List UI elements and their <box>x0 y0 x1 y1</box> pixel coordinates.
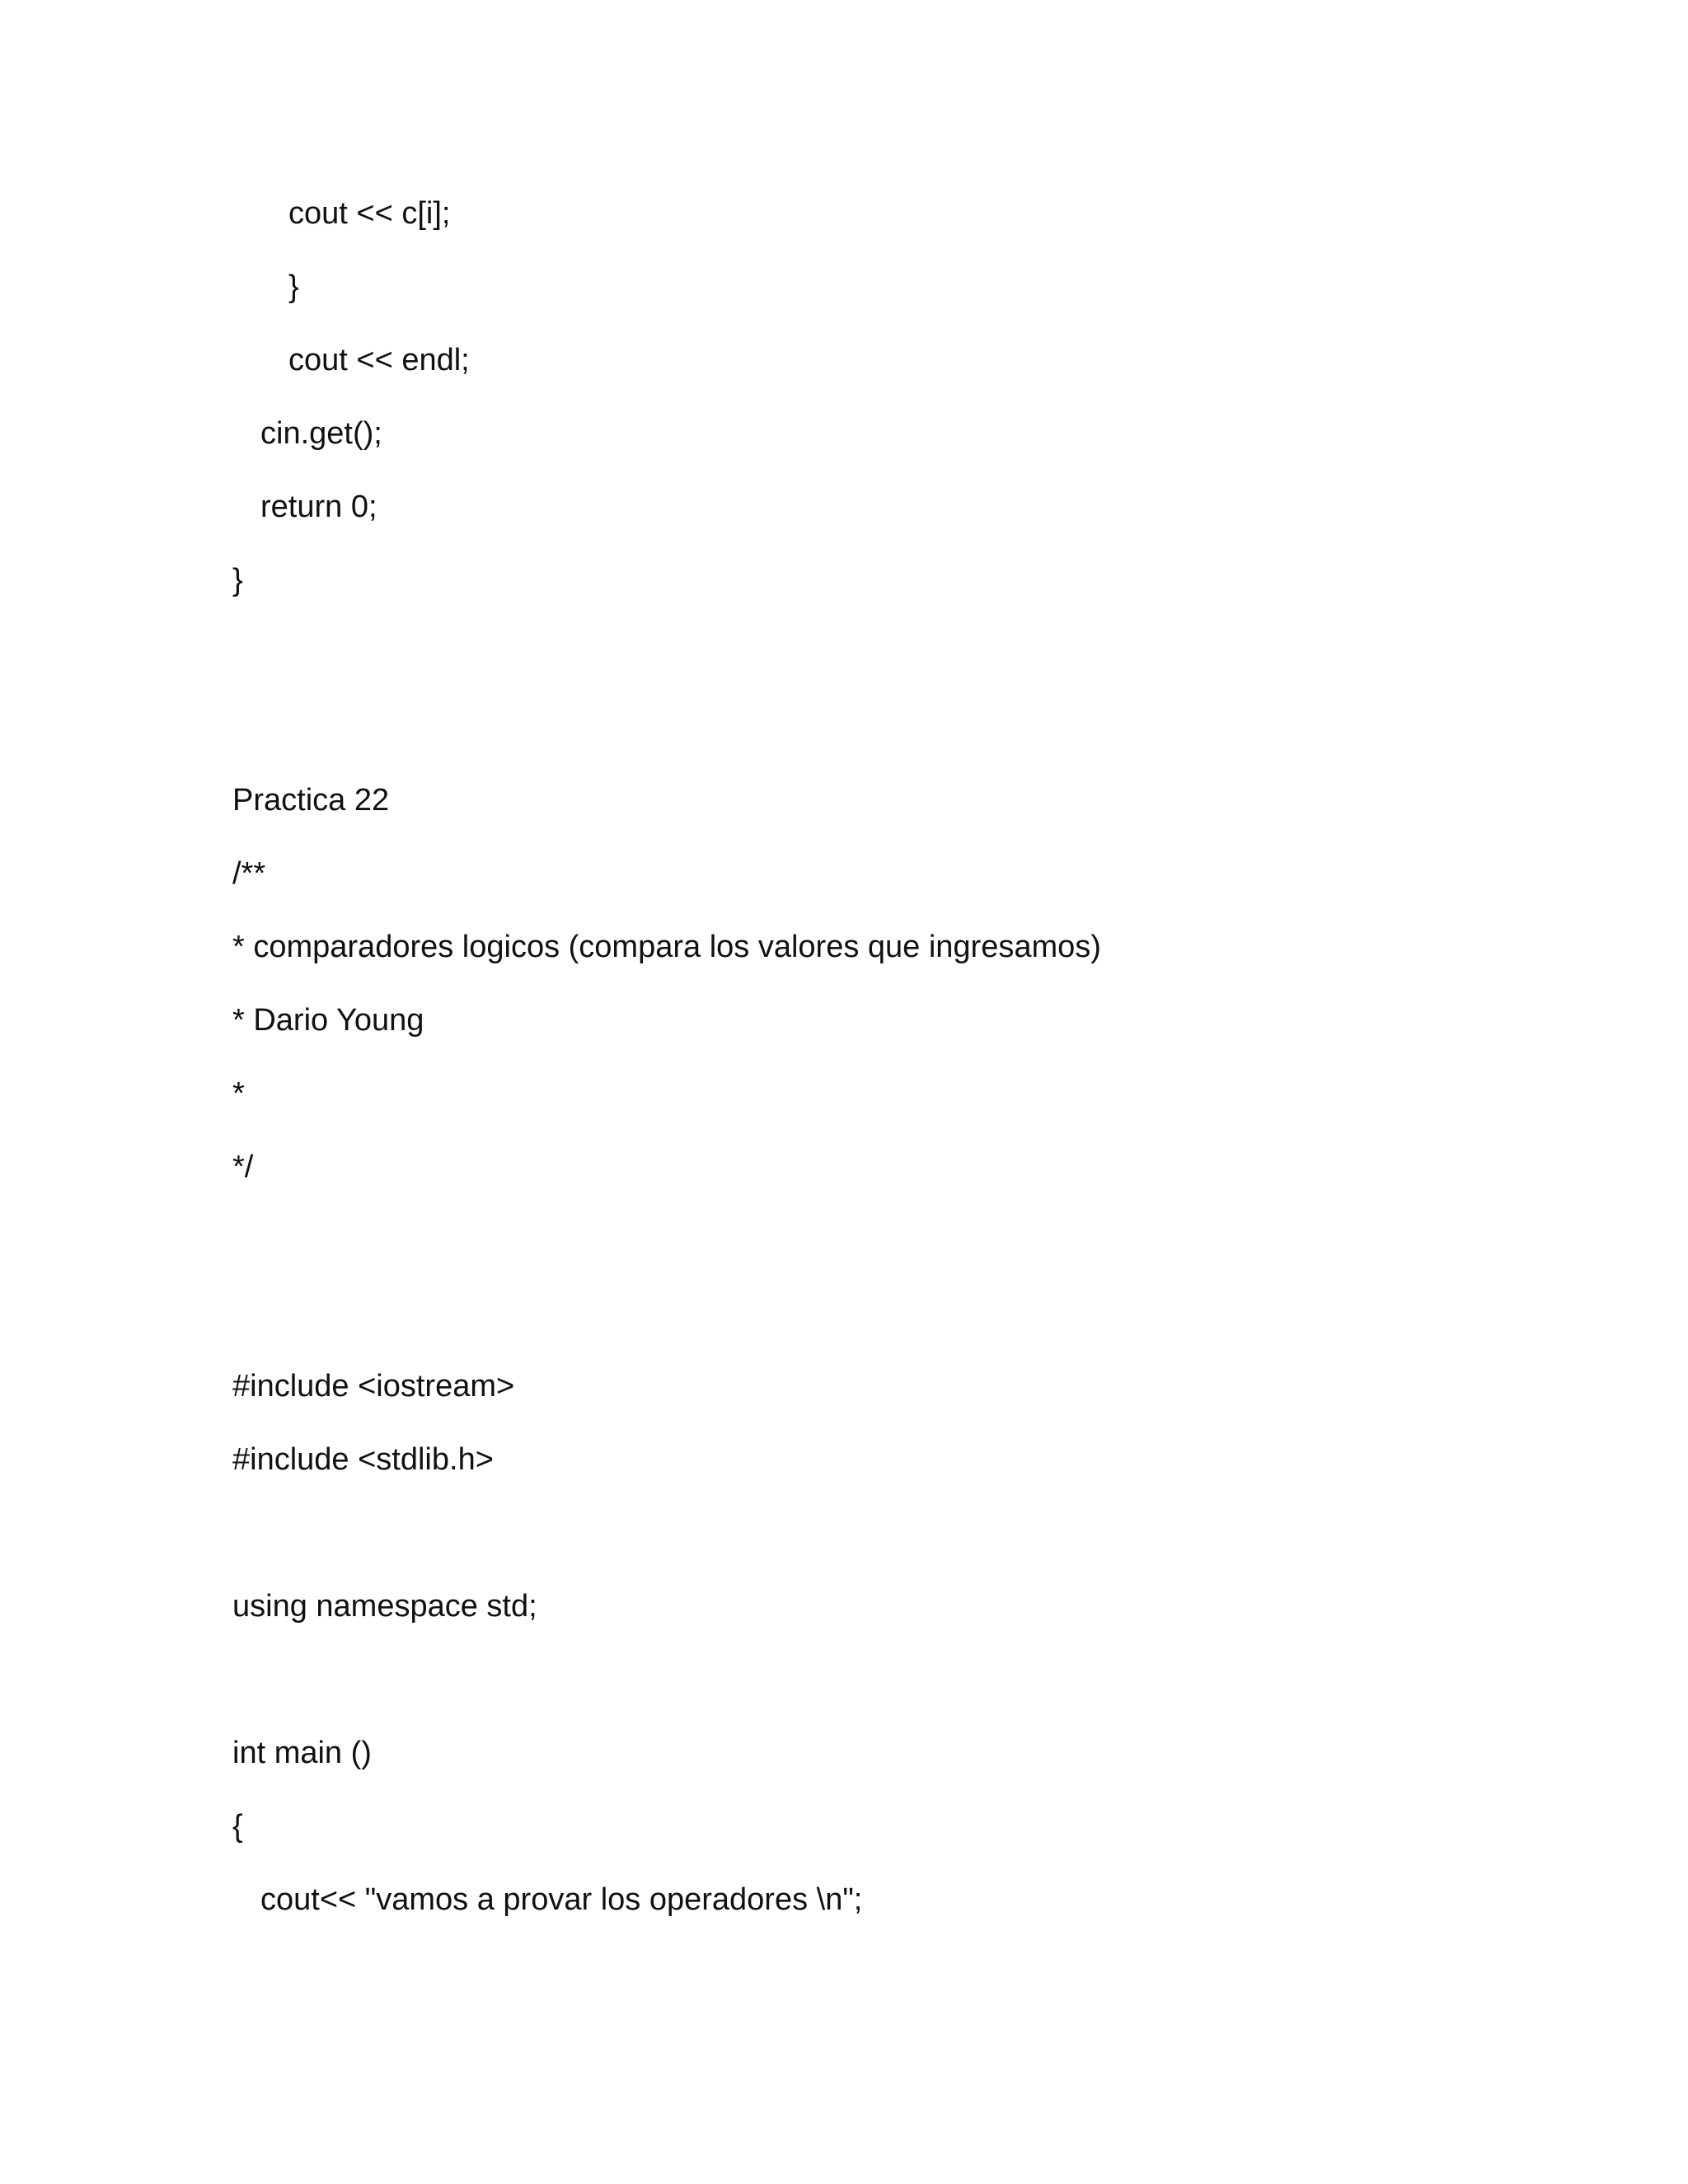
code-line: cout<< "vamos a provar los operadores \n"; <box>260 1882 863 1917</box>
code-line: { <box>232 1809 243 1844</box>
code-line: } <box>288 269 299 304</box>
comment-line: * comparadores logicos (compara los valores que ingresamos) <box>232 930 1101 964</box>
code-line: return 0; <box>260 490 377 524</box>
code-line: cin.get(); <box>260 416 382 451</box>
code-line: } <box>232 563 243 598</box>
code-line: #include <stdlib.h> <box>232 1442 494 1477</box>
comment-line: /** <box>232 856 266 891</box>
section-heading: Practica 22 <box>232 783 390 818</box>
code-line: #include <iostream> <box>232 1369 515 1404</box>
comment-line: * <box>232 1076 245 1111</box>
code-line: cout << endl; <box>288 343 470 377</box>
code-line: cout << c[i]; <box>288 196 451 231</box>
code-line: using namespace std; <box>232 1589 537 1624</box>
code-line: int main () <box>232 1736 372 1770</box>
comment-line: */ <box>232 1150 254 1184</box>
comment-line: * Dario Young <box>232 1003 424 1038</box>
